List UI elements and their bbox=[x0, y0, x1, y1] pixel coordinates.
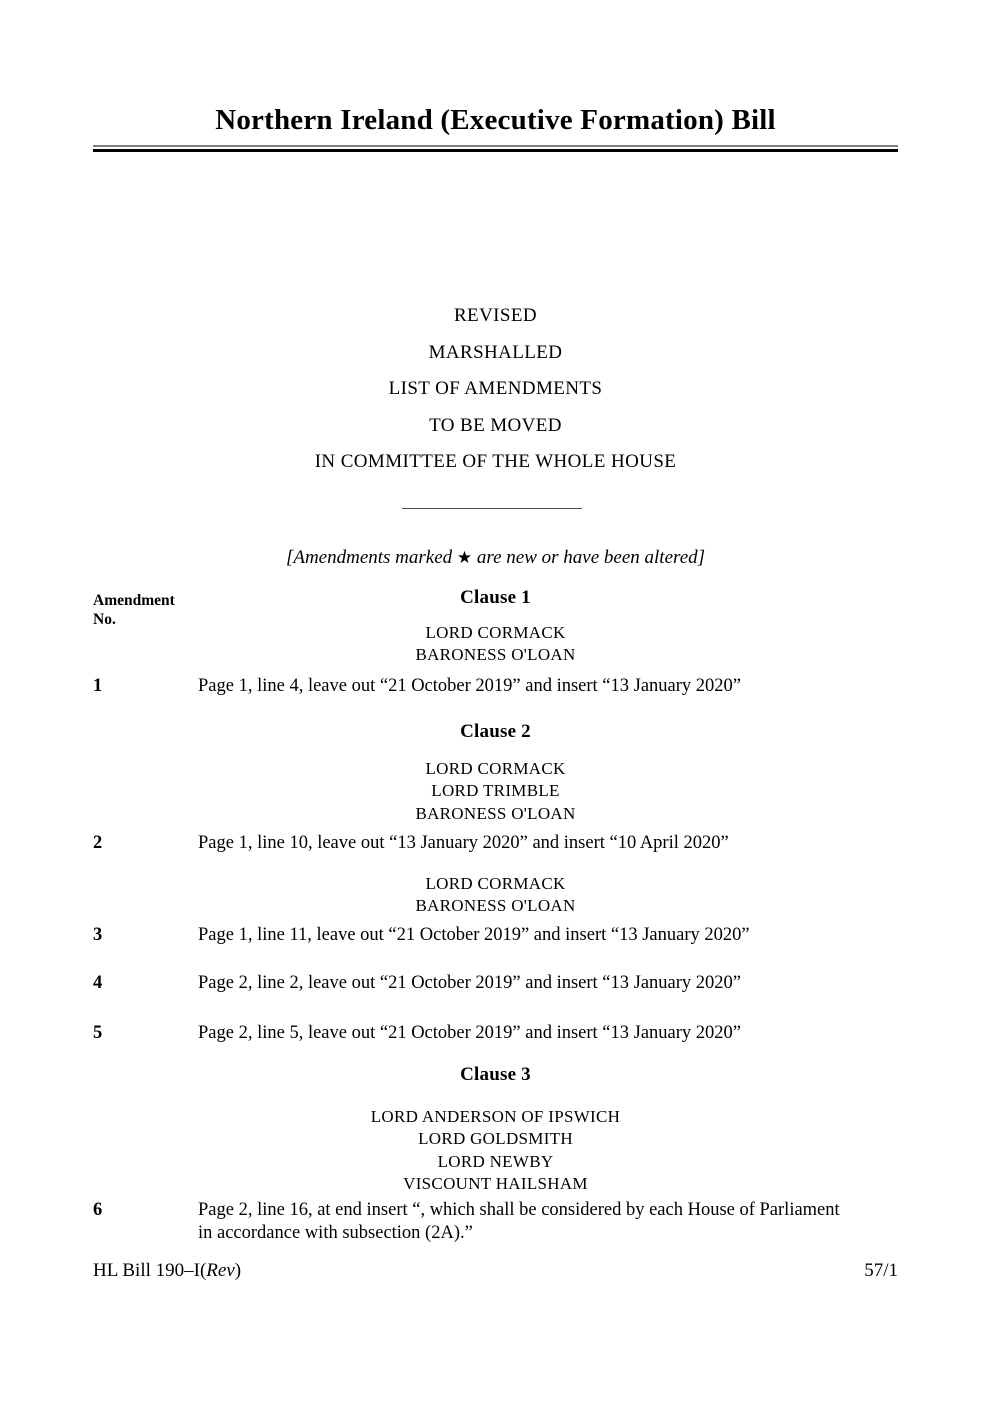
amendment-row bbox=[93, 1199, 953, 1244]
amendment-text-line: Page 1, line 10, leave out “13 January 2020” and insert “10 April 2020” bbox=[198, 833, 729, 853]
amendment-text bbox=[198, 675, 913, 698]
amendment-text-line: Page 2, line 2, leave out “21 October 2019” and insert “13 January 2020” bbox=[198, 973, 742, 993]
amendment-row bbox=[93, 924, 953, 947]
sponsor-name: LORD TRIMBLE bbox=[431, 781, 560, 801]
title-rule-thick bbox=[93, 149, 898, 152]
sponsor-name: BARONESS O'LOAN bbox=[415, 896, 576, 916]
sponsor-list bbox=[0, 873, 991, 918]
clause-heading-1: Clause 1 bbox=[460, 587, 531, 608]
sponsor-list bbox=[0, 758, 991, 825]
amendment-number: 3 bbox=[93, 925, 103, 945]
bill-title: Northern Ireland (Executive Formation) Bill bbox=[215, 104, 776, 136]
footer-bill-reference bbox=[93, 1259, 241, 1282]
amendment-text-line: Page 1, line 4, leave out “21 October 2019” and insert “13 January 2020” bbox=[198, 676, 742, 696]
header-line-marshalled: MARSHALLED bbox=[428, 341, 563, 363]
amendment-no-heading-line1: Amendment bbox=[93, 592, 175, 609]
amendment-text bbox=[198, 972, 913, 995]
footer-bill-reference-rev: Rev bbox=[206, 1260, 235, 1281]
amendment-text bbox=[198, 832, 913, 855]
footer-bill-reference-prefix: HL Bill 190–I( bbox=[93, 1260, 207, 1281]
amendment-row bbox=[93, 972, 953, 995]
clause-heading-3: Clause 3 bbox=[460, 1064, 531, 1085]
sponsor-list bbox=[0, 622, 991, 667]
amendment-number: 4 bbox=[93, 973, 103, 993]
amendment-no-heading-line2: No. bbox=[93, 611, 116, 628]
sponsor-name: LORD ANDERSON OF IPSWICH bbox=[370, 1107, 621, 1126]
sponsor-name: LORD CORMACK bbox=[425, 623, 566, 642]
sponsor-list bbox=[0, 1106, 991, 1196]
footer-bill-reference-suffix: ) bbox=[234, 1260, 242, 1281]
amendment-row bbox=[93, 1022, 953, 1045]
footer-page-number: 57/1 bbox=[864, 1260, 898, 1281]
header-line-committee: IN COMMITTEE OF THE WHOLE HOUSE bbox=[314, 451, 677, 473]
sponsor-name: LORD NEWBY bbox=[437, 1151, 554, 1171]
document-header-block bbox=[0, 298, 991, 481]
sponsor-name: VISCOUNT HAILSHAM bbox=[403, 1174, 588, 1194]
amendment-text-line: in accordance with subsection (2A).” bbox=[198, 1222, 473, 1243]
amendment-number: 2 bbox=[93, 833, 103, 853]
amendment-text bbox=[198, 1022, 913, 1045]
sponsor-name: LORD CORMACK bbox=[425, 874, 566, 893]
sponsor-name: LORD CORMACK bbox=[425, 759, 566, 778]
amendment-text-line: Page 1, line 11, leave out “21 October 2019” and insert “13 January 2020” bbox=[198, 925, 750, 945]
amendment-text-line: Page 2, line 5, leave out “21 October 2019” and insert “13 January 2020” bbox=[198, 1023, 742, 1043]
amendment-row bbox=[93, 832, 953, 855]
amendment-row bbox=[93, 675, 953, 698]
amendment-number: 1 bbox=[93, 676, 103, 696]
amendment-text bbox=[198, 1199, 913, 1244]
header-line-list-of-amendments: LIST OF AMENDMENTS bbox=[388, 378, 603, 400]
star-icon: ★ bbox=[456, 548, 473, 567]
page-footer bbox=[93, 1259, 898, 1282]
marker-note-text-before: [Amendments marked bbox=[285, 547, 457, 568]
amendment-number: 6 bbox=[93, 1200, 103, 1220]
clause-heading-2: Clause 2 bbox=[460, 721, 531, 742]
section-divider bbox=[402, 508, 582, 509]
amendment-text-line: Page 2, line 16, at end insert “, which shall be considered by each House of Parliament bbox=[198, 1200, 840, 1220]
header-line-revised: REVISED bbox=[453, 305, 538, 326]
sponsor-name: LORD GOLDSMITH bbox=[418, 1129, 573, 1149]
header-line-to-be-moved: TO BE MOVED bbox=[429, 414, 562, 436]
sponsor-name: BARONESS O'LOAN bbox=[415, 803, 576, 823]
star-marker-note bbox=[0, 546, 991, 570]
amendment-text bbox=[198, 924, 913, 947]
amendment-number: 5 bbox=[93, 1023, 103, 1043]
title-rule-thin bbox=[93, 145, 898, 147]
sponsor-name: BARONESS O'LOAN bbox=[415, 645, 576, 665]
marker-note-text-after: are new or have been altered] bbox=[472, 547, 706, 568]
